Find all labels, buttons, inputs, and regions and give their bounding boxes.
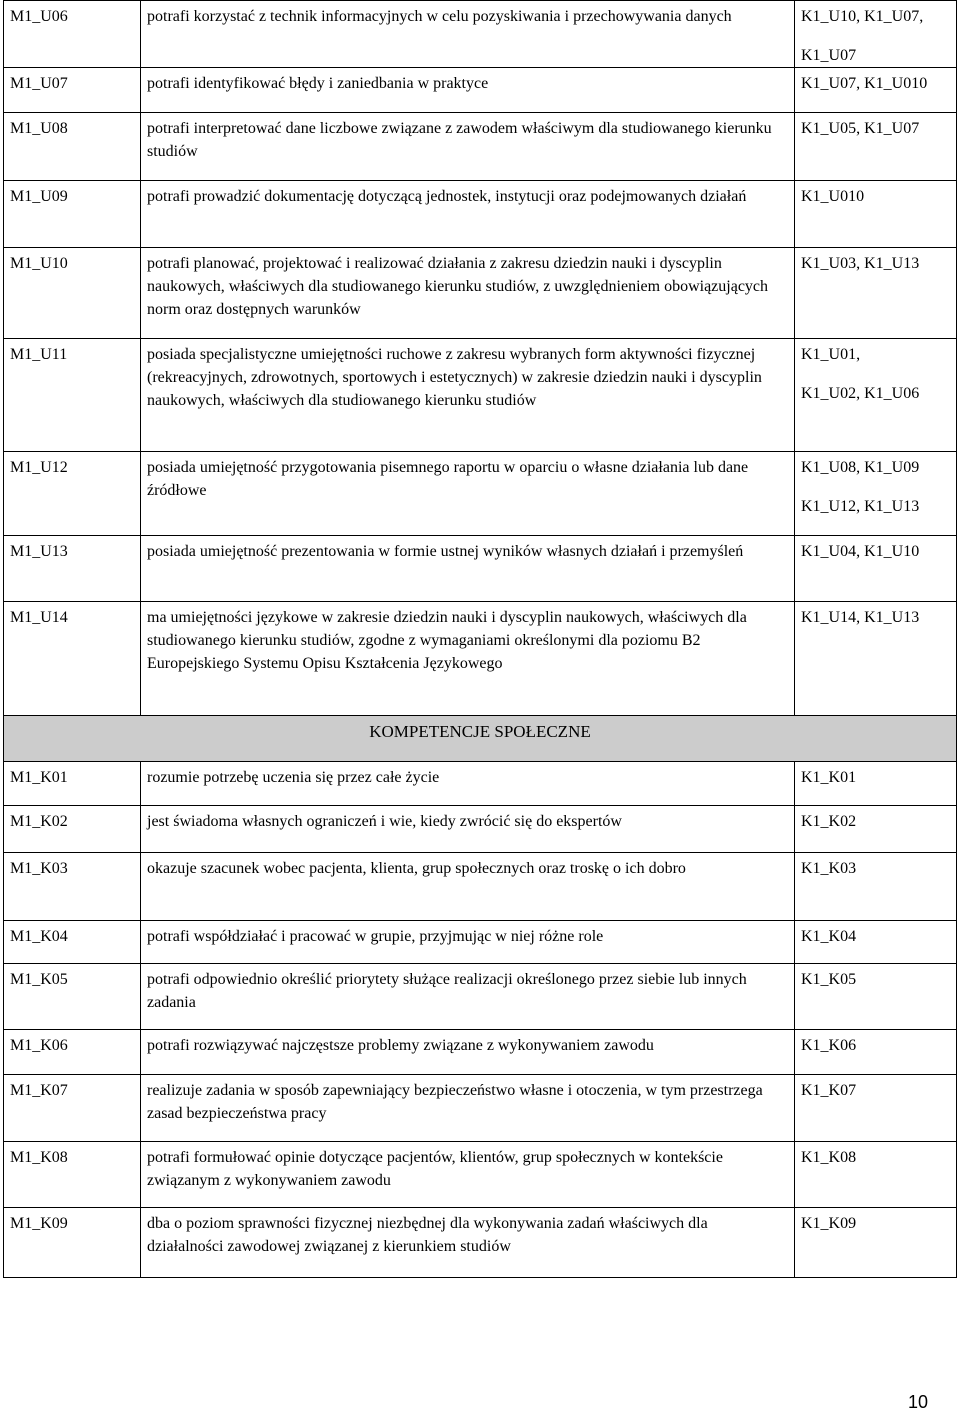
outcome-description: potrafi interpretować dane liczbowe związane z zawodem właściwym dla studiowanego kierunku studiów [141, 113, 795, 181]
outcome-description: potrafi odpowiednio określić priorytety służące realizacji określonego przez siebie lub innych zadania [141, 964, 795, 1030]
outcome-description: ma umiejętności językowe w zakresie dziedzin nauki i dyscyplin naukowych, właściwych dla studiowanego kierunku studiów, zgodne z wymaganiami określonymi dla poziomu B2 Europejskiego Systemu Opisu Kształcenia Językowego [141, 602, 795, 716]
outcome-row [4, 452, 957, 536]
outcome-description: posiada umiejętność prezentowania w formie ustnej wyników własnych działań i przemyśleń [141, 536, 795, 602]
outcome-code: M1_U13 [4, 536, 141, 602]
reference-gap [801, 479, 950, 495]
reference-code: K1_U10, K1_U07, [801, 8, 924, 25]
outcome-references [795, 762, 957, 806]
outcome-references [795, 536, 957, 602]
section-title: KOMPETENCJE SPOŁECZNE [4, 716, 957, 762]
outcome-code: M1_K08 [4, 1142, 141, 1208]
learning-outcomes-table [3, 0, 957, 1278]
reference-code: K1_K02 [801, 813, 857, 830]
reference-code: K1_U07, K1_U010 [801, 75, 928, 92]
reference-code: K1_K05 [801, 971, 857, 988]
outcome-code: M1_U07 [4, 68, 141, 113]
outcome-description: posiada umiejętność przygotowania pisemnego raportu w oparciu o własne działania lub dane źródłowe [141, 452, 795, 536]
reference-code: K1_U14, K1_U13 [801, 609, 920, 626]
outcome-code: M1_U11 [4, 339, 141, 452]
outcome-code: M1_U09 [4, 181, 141, 248]
reference-code: K1_K09 [801, 1215, 857, 1232]
outcome-description: potrafi identyfikować błędy i zaniedbania w praktyce [141, 68, 795, 113]
outcome-code: M1_U14 [4, 602, 141, 716]
outcome-references [795, 602, 957, 716]
outcome-description: potrafi prowadzić dokumentację dotyczącą jednostek, instytucji oraz podejmowanych działań [141, 181, 795, 248]
outcome-code: M1_K02 [4, 806, 141, 853]
page-number: 10 [908, 1392, 929, 1412]
outcome-code: M1_K03 [4, 853, 141, 921]
reference-code: K1_K01 [801, 769, 857, 786]
outcome-code: M1_K09 [4, 1208, 141, 1278]
outcome-row [4, 762, 957, 806]
outcome-description: potrafi planować, projektować i realizować działania z zakresu dziedzin nauki i dyscyplin naukowych, właściwych dla studiowanego kierunku studiów, z uwzględnieniem obowiązujących norm oraz dostępnych warunków [141, 248, 795, 339]
reference-code: K1_K06 [801, 1037, 857, 1054]
outcome-description: posiada specjalistyczne umiejętności ruchowe z zakresu wybranych form aktywności fizycznej (rekreacyjnych, zdrowotnych, sportowych i estetycznych) w zakresie dziedzin nauki i dyscyplin naukowych, właściwych dla studiowanego kierunku studiów [141, 339, 795, 452]
outcome-code: M1_K05 [4, 964, 141, 1030]
outcome-row [4, 181, 957, 248]
outcome-row [4, 1075, 957, 1142]
outcome-description: rozumie potrzebę uczenia się przez całe życie [141, 762, 795, 806]
reference-code: K1_U12, K1_U13 [801, 498, 920, 515]
reference-code: K1_K07 [801, 1082, 857, 1099]
reference-code: K1_K08 [801, 1149, 857, 1166]
outcome-description: jest świadoma własnych ograniczeń i wie, kiedy zwrócić się do ekspertów [141, 806, 795, 853]
outcome-description: realizuje zadania w sposób zapewniający bezpieczeństwo własne i otoczenia, w tym przestrzega zasad bezpieczeństwa pracy [141, 1075, 795, 1142]
reference-code: K1_U02, K1_U06 [801, 385, 920, 402]
outcome-references [795, 806, 957, 853]
outcome-references [795, 853, 957, 921]
outcome-code: M1_K07 [4, 1075, 141, 1142]
outcome-row [4, 964, 957, 1030]
outcome-references [795, 1142, 957, 1208]
outcome-row [4, 339, 957, 452]
outcome-references [795, 181, 957, 248]
outcome-references [795, 964, 957, 1030]
reference-code: K1_U03, K1_U13 [801, 255, 920, 272]
reference-code: K1_U05, K1_U07 [801, 120, 920, 137]
reference-code: K1_U01, [801, 346, 861, 363]
outcome-code: M1_K04 [4, 921, 141, 964]
outcome-references [795, 113, 957, 181]
outcome-code: M1_K01 [4, 762, 141, 806]
outcome-references [795, 1208, 957, 1278]
outcome-references [795, 1030, 957, 1075]
reference-gap [801, 28, 950, 44]
outcome-references [795, 68, 957, 113]
outcome-references [795, 921, 957, 964]
outcome-references [795, 1, 957, 68]
outcome-description: potrafi rozwiązywać najczęstsze problemy związane z wykonywaniem zawodu [141, 1030, 795, 1075]
outcome-row [4, 1030, 957, 1075]
reference-code: K1_U08, K1_U09 [801, 459, 920, 476]
outcome-references [795, 248, 957, 339]
outcome-references [795, 339, 957, 452]
outcome-row [4, 1, 957, 68]
outcome-code: M1_U12 [4, 452, 141, 536]
outcome-description: okazuje szacunek wobec pacjenta, klienta, grup społecznych oraz troskę o ich dobro [141, 853, 795, 921]
reference-code: K1_U010 [801, 188, 865, 205]
outcome-row [4, 853, 957, 921]
outcome-row [4, 806, 957, 853]
outcome-references [795, 452, 957, 536]
reference-gap [801, 366, 950, 382]
outcome-row [4, 68, 957, 113]
outcome-row [4, 1142, 957, 1208]
reference-code: K1_U07 [801, 47, 857, 64]
outcome-description: potrafi formułować opinie dotyczące pacjentów, klientów, grup społecznych w kontekście związanym z wykonywaniem zawodu [141, 1142, 795, 1208]
reference-code: K1_K04 [801, 928, 857, 945]
reference-code: K1_K03 [801, 860, 857, 877]
outcome-references [795, 1075, 957, 1142]
learning-outcomes-body [4, 1, 957, 1278]
outcome-code: M1_K06 [4, 1030, 141, 1075]
reference-code: K1_U04, K1_U10 [801, 543, 920, 560]
outcome-row [4, 536, 957, 602]
outcome-row [4, 248, 957, 339]
outcome-row [4, 602, 957, 716]
outcome-code: M1_U10 [4, 248, 141, 339]
outcome-description: potrafi współdziałać i pracować w grupie, przyjmując w niej różne role [141, 921, 795, 964]
outcome-row [4, 1208, 957, 1278]
outcome-code: M1_U06 [4, 1, 141, 68]
section-header-row [4, 716, 957, 762]
outcome-row [4, 921, 957, 964]
outcome-row [4, 113, 957, 181]
outcome-description: dba o poziom sprawności fizycznej niezbędnej dla wykonywania zadań właściwych dla działalności zawodowej związanej z kierunkiem studiów [141, 1208, 795, 1278]
outcome-description: potrafi korzystać z technik informacyjnych w celu pozyskiwania i przechowywania danych [141, 1, 795, 68]
outcome-code: M1_U08 [4, 113, 141, 181]
